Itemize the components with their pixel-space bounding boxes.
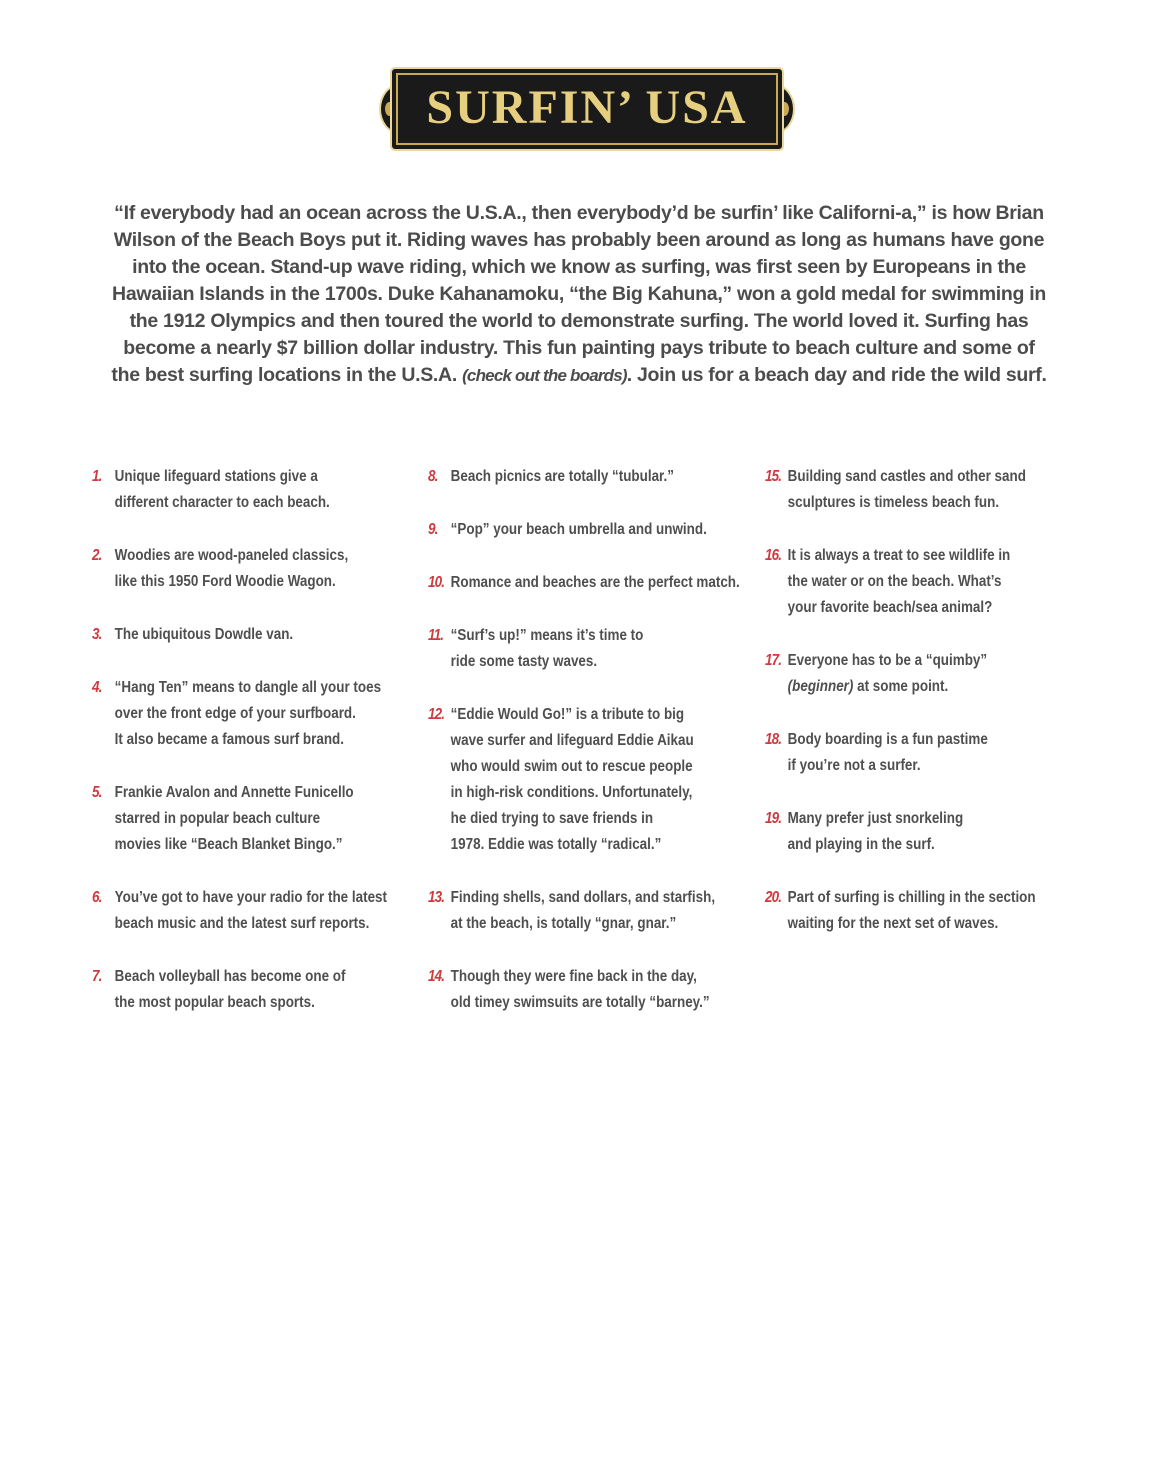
title-plaque: [390, 67, 784, 151]
item-line: over the front edge of your surfboard.: [114, 705, 356, 722]
plaque-body: [390, 67, 784, 151]
italic-note: (check out the boards): [462, 366, 627, 385]
item-line: Though they were fine back in the day,: [450, 968, 697, 985]
item-text: [788, 885, 1036, 937]
item-line: Building sand castles and other sand: [787, 468, 1026, 485]
item-line: different character to each beach.: [114, 494, 330, 511]
item-text: [788, 648, 987, 700]
list-item: [765, 543, 1036, 621]
item-line: beach music and the latest surf reports.: [114, 915, 370, 932]
item-text: [451, 702, 694, 858]
text-segment: at some point.: [853, 678, 949, 695]
intro-paragraph: [0, 200, 1158, 389]
list-item: [428, 885, 740, 937]
item-line: if you’re not a surfer.: [787, 757, 921, 774]
item-number: 9.: [428, 521, 438, 538]
item-text: [115, 675, 381, 753]
list-item: [428, 702, 740, 858]
item-text: [115, 543, 349, 595]
item-number: 14.: [428, 968, 445, 985]
list-item: [92, 543, 387, 595]
item-number: 11.: [428, 627, 444, 644]
item-line: Body boarding is a fun pastime: [787, 731, 988, 748]
item-number: 20.: [765, 889, 782, 906]
item-line: “Surf’s up!” means it’s time to: [450, 627, 644, 644]
list-item: [765, 727, 1036, 779]
item-number: 4.: [92, 679, 102, 696]
item-line: “Eddie Would Go!” is a tribute to big: [450, 706, 685, 723]
item-number: 8.: [428, 468, 438, 485]
item-text: [115, 964, 346, 1016]
item-text: [451, 885, 715, 937]
item-line: starred in popular beach culture: [114, 810, 321, 827]
list-item: [765, 806, 1036, 858]
item-line: at the beach, is totally “gnar, gnar.”: [450, 915, 677, 932]
item-number: 12.: [428, 706, 445, 723]
intro-line: become a nearly $7 billion dollar industry. This fun painting pays tribute to beach culture and some of: [123, 337, 1035, 359]
item-line: Part of surfing is chilling in the section: [787, 889, 1036, 906]
item-number: 2.: [92, 547, 102, 564]
list-item: [428, 964, 740, 1016]
item-line: sculptures is timeless beach fun.: [787, 494, 1000, 511]
item-number: 17.: [765, 652, 782, 669]
list-item: [92, 675, 387, 753]
item-number: 3.: [92, 626, 102, 643]
item-text: [451, 964, 710, 1016]
item-line: in high-risk conditions. Unfortunately,: [450, 784, 693, 801]
item-line: the most popular beach sports.: [114, 994, 315, 1011]
item-number: 19.: [765, 810, 782, 827]
fact-list-column-1: [92, 464, 443, 1043]
item-line: old timey swimsuits are totally “barney.”: [450, 994, 710, 1011]
item-line: 1978. Eddie was totally “radical.”: [450, 836, 662, 853]
item-line: Finding shells, sand dollars, and starfish,: [450, 889, 716, 906]
item-line: [788, 674, 987, 700]
item-line: Frankie Avalon and Annette Funicello: [114, 784, 354, 801]
item-text: [788, 806, 964, 858]
item-line: the water or on the beach. What’s: [787, 573, 1002, 590]
item-line: waiting for the next set of waves.: [787, 915, 999, 932]
item-line: Everyone has to be a “quimby”: [787, 652, 988, 669]
item-line: “Pop” your beach umbrella and unwind.: [450, 521, 707, 538]
item-line: Woodies are wood-paneled classics,: [114, 547, 349, 564]
list-item: [428, 623, 740, 675]
list-item: [765, 885, 1036, 937]
item-line: your favorite beach/sea animal?: [787, 599, 993, 616]
intro-line: into the ocean. Stand-up wave riding, which we know as surfing, was first seen by Europeans in the: [132, 256, 1026, 278]
list-item: [92, 885, 387, 937]
item-line: Romance and beaches are the perfect match.: [450, 574, 740, 591]
intro-line: Hawaiian Islands in the 1700s. Duke Kahanamoku, “the Big Kahuna,” won a gold medal for swimming in: [112, 283, 1046, 305]
item-text: [451, 623, 644, 675]
italic-note: (beginner): [787, 678, 854, 695]
fact-list-column-2: [428, 464, 799, 1043]
item-line: The ubiquitous Dowdle van.: [114, 626, 294, 643]
item-line: movies like “Beach Blanket Bingo.”: [114, 836, 343, 853]
item-number: 1.: [92, 468, 102, 485]
item-number: 15.: [765, 468, 782, 485]
item-line: It also became a famous surf brand.: [114, 731, 344, 748]
item-text: [788, 543, 1011, 621]
item-line: “Hang Ten” means to dangle all your toes: [114, 679, 382, 696]
item-number: 5.: [92, 784, 102, 801]
item-text: [115, 622, 293, 648]
page-title: SURFIN’ USA: [426, 80, 748, 134]
intro-line: the 1912 Olympics and then toured the world to demonstrate surfing. The world loved it. Surfing has: [129, 310, 1029, 332]
item-line: Beach volleyball has become one of: [114, 968, 346, 985]
intro-line: Wilson of the Beach Boys put it. Riding waves has probably been around as long as humans have gone: [113, 229, 1045, 251]
item-line: Unique lifeguard stations give a: [114, 468, 318, 485]
list-item: [765, 464, 1036, 516]
item-number: 6.: [92, 889, 102, 906]
item-text: [451, 464, 674, 490]
item-line: Many prefer just snorkeling: [787, 810, 964, 827]
list-item: [92, 464, 387, 516]
list-item: [92, 780, 387, 858]
list-item: [92, 622, 387, 648]
item-number: 13.: [428, 889, 445, 906]
list-item: [428, 464, 740, 490]
list-item: [428, 570, 740, 596]
text-segment: . Join us for a beach day and ride the wild surf.: [626, 364, 1047, 386]
item-text: [451, 517, 707, 543]
fact-list-column-3: [765, 464, 1087, 964]
item-line: ride some tasty waves.: [450, 653, 598, 670]
item-line: You’ve got to have your radio for the latest: [114, 889, 388, 906]
item-number: 7.: [92, 968, 102, 985]
intro-line: [0, 362, 1158, 389]
item-number: 10.: [428, 574, 445, 591]
item-number: 18.: [765, 731, 782, 748]
item-number: 16.: [765, 547, 782, 564]
item-line: he died trying to save friends in: [450, 810, 654, 827]
item-line: Beach picnics are totally “tubular.”: [450, 468, 675, 485]
intro-line: “If everybody had an ocean across the U.S.A., then everybody’d be surfin’ like Californi-a,” is how Brian: [114, 202, 1044, 224]
item-line: It is always a treat to see wildlife in: [787, 547, 1011, 564]
text-segment: the best surfing locations in the U.S.A.: [111, 364, 463, 386]
item-line: who would swim out to rescue people: [450, 758, 693, 775]
item-line: like this 1950 Ford Woodie Wagon.: [114, 573, 336, 590]
item-text: [451, 570, 740, 596]
item-text: [115, 780, 354, 858]
item-line: and playing in the surf.: [787, 836, 935, 853]
item-text: [115, 885, 387, 937]
item-line: wave surfer and lifeguard Eddie Aikau: [450, 732, 694, 749]
item-text: [115, 464, 330, 516]
item-text: [788, 464, 1026, 516]
list-item: [765, 648, 1036, 700]
list-item: [92, 964, 387, 1016]
item-text: [788, 727, 988, 779]
list-item: [428, 517, 740, 543]
